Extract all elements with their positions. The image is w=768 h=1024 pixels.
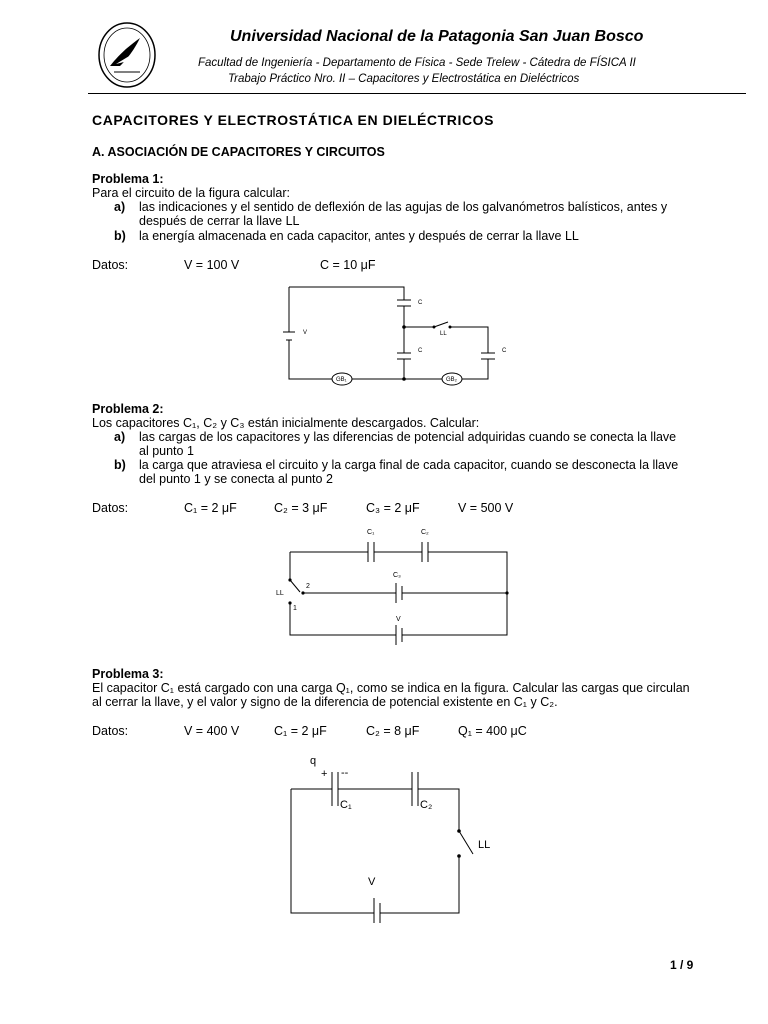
- circuit-figure-3: [280, 748, 520, 923]
- fig3-ll: LL: [478, 839, 491, 851]
- problem2-datos: Datos:: [92, 501, 129, 515]
- fig3-minus: --: [341, 767, 349, 779]
- section-a-title: A. ASOCIACIÓN DE CAPACITORES Y CIRCUITOS: [92, 145, 385, 159]
- fig3-c1: C₁: [340, 799, 352, 811]
- fig2-c2: C₂: [421, 529, 429, 536]
- problem3-q1: Q₁ = 400 μC: [458, 724, 527, 738]
- fig3-q: q: [310, 755, 317, 767]
- fig1-v: V: [303, 330, 308, 336]
- problem2-c2: C₂ = 3 μF: [274, 501, 328, 515]
- fig1-c-mid: C: [418, 348, 423, 354]
- problem3-c1: C₁ = 2 μF: [274, 724, 327, 738]
- problem3-title: Problema 3:: [92, 667, 164, 681]
- problem2-c1: C₁ = 2 μF: [184, 501, 237, 515]
- problem3-v: V = 400 V: [184, 724, 240, 738]
- problem2-c3: C₃ = 2 μF: [366, 501, 420, 515]
- problem1-a-label: a): [114, 200, 126, 214]
- university-name: Universidad Nacional de la Patagonia San Juan Bosco: [230, 28, 644, 45]
- problem1-intro: Para el circuito de la figura calcular:: [92, 186, 291, 200]
- fig2-point1: 1: [293, 605, 297, 612]
- fig2-c1: C₁: [367, 529, 375, 536]
- problem1-datos: Datos:: [92, 258, 129, 272]
- problem3-c2: C₂ = 8 μF: [366, 724, 420, 738]
- problem1-v: V = 100 V: [184, 258, 240, 272]
- problem2-a-line1: las cargas de los capacitores y las diferencias de potencial adquiridas cuando se conecta la llave: [139, 430, 677, 444]
- fig1-gb2: GB₂: [446, 377, 457, 383]
- fig1-gb1: GB₁: [336, 377, 347, 383]
- fig3-c2: C₂: [420, 799, 433, 811]
- problem2-b-line2: del punto 1 y se conecta al punto 2: [139, 472, 333, 486]
- problem1-b-line1: la energía almacenada en cada capacitor, antes y después de cerrar la llave LL: [139, 229, 579, 243]
- fig3-v: V: [368, 876, 376, 888]
- fig2-ll: LL: [276, 590, 284, 597]
- university-logo: [96, 20, 158, 90]
- problem2-intro: Los capacitores C₁, C₂ y C₃ están inicialmente descargados. Calcular:: [92, 416, 480, 430]
- fig1-c-top: C: [418, 300, 423, 306]
- page-title: CAPACITORES Y ELECTROSTÁTICA EN DIELÉCTRICOS: [92, 112, 495, 128]
- problem1-a-line1: las indicaciones y el sentido de deflexión de las agujas de los galvanómetros balísticos, antes y: [139, 200, 668, 214]
- problem2-a-label: a): [114, 430, 126, 444]
- problem3-datos: Datos:: [92, 724, 129, 738]
- problem2-b-label: b): [114, 458, 126, 472]
- fig1-ll: LL: [440, 331, 447, 337]
- page-number: 1 / 9: [670, 958, 694, 972]
- problem1-title: Problema 1:: [92, 172, 164, 186]
- problem3-line2: al cerrar la llave, y el valor y signo de la diferencia de potencial existente en C₁ y C₂.: [92, 695, 558, 709]
- circuit-figure-1: [270, 280, 520, 390]
- fig3-plus: +: [321, 768, 328, 780]
- header-rule: [88, 93, 746, 94]
- fig2-point2: 2: [306, 583, 310, 590]
- circuit-figure-2: [270, 522, 520, 652]
- problem2-v: V = 500 V: [458, 501, 514, 515]
- fig2-c3: C₃: [393, 572, 401, 579]
- fig1-c-right: C: [502, 348, 507, 354]
- problem2-a-line2: al punto 1: [139, 444, 194, 458]
- problem2-title: Problema 2:: [92, 402, 164, 416]
- problem1-b-label: b): [114, 229, 126, 243]
- problem2-b-line1: la carga que atraviesa el circuito y la carga final de cada capacitor, cuando se desconecta la llave: [139, 458, 679, 472]
- tp-line: Trabajo Práctico Nro. II – Capacitores y Electrostática en Dieléctricos: [228, 73, 580, 85]
- faculty-line: Facultad de Ingeniería - Departamento de Física - Sede Trelew - Cátedra de FÍSICA II: [198, 57, 636, 69]
- problem3-line1: El capacitor C₁ está cargado con una carga Q₁, como se indica en la figura. Calcular las cargas que circulan: [92, 681, 690, 695]
- problem1-a-line2: después de cerrar la llave LL: [139, 214, 300, 228]
- problem1-c: C = 10 μF: [320, 258, 376, 272]
- fig2-v: V: [396, 616, 401, 623]
